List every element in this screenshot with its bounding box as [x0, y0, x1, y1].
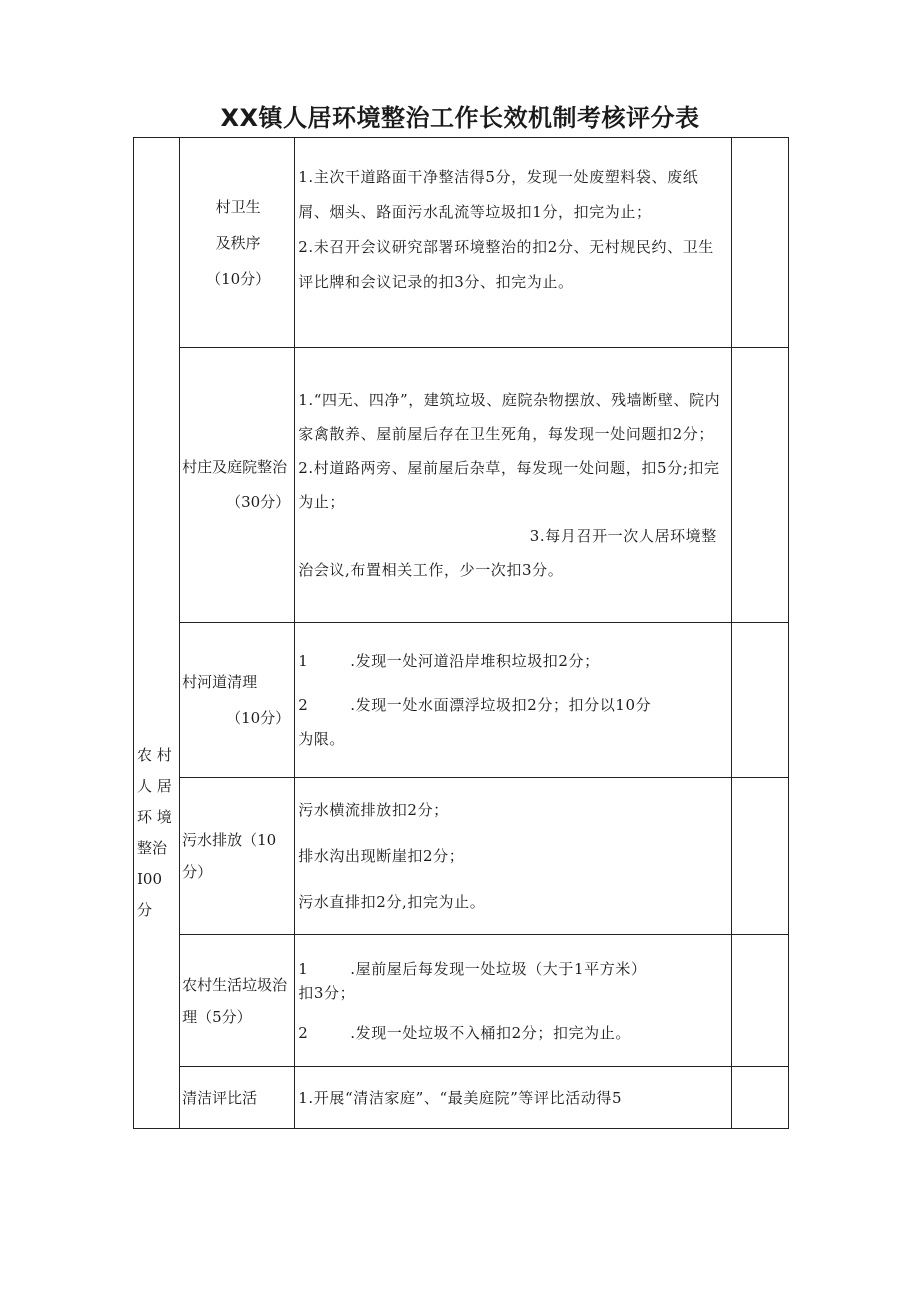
- item-cell: [180, 778, 295, 935]
- item-label: 清洁评比活: [182, 1089, 258, 1107]
- category-line: 人 居: [137, 777, 172, 795]
- standard-text: 1.主次干道路面干净整洁得5分，发现一处废塑料袋、废纸屑、烟头、路面污水乱流等垃圾扣1分，扣完为止；: [298, 168, 699, 221]
- standard-cell: [295, 623, 732, 778]
- item-label: 污水排放（10分）: [182, 831, 277, 881]
- score-cell: [731, 935, 788, 1067]
- item-label: 村河道清理: [182, 673, 258, 691]
- standard-number: 2: [298, 696, 309, 714]
- standard-body: .屋前屋后每发现一处垃圾（大于1平方米）: [350, 959, 647, 978]
- table-row: [134, 623, 789, 778]
- item-label: 农村生活垃圾治理（5分）: [182, 975, 288, 1026]
- score-cell: [731, 1067, 788, 1129]
- standard-text: 1.“四无、四净”，建筑垃圾、庭院杂物摆放、残墙断壁、院内家禽散养、屋前屋后存在卫生死角，每发现一处问题扣2分；: [298, 391, 721, 443]
- category-line: 环 境: [137, 808, 172, 826]
- item-score: （10分）: [226, 709, 291, 727]
- item-cell: [180, 623, 295, 778]
- standard-text: [298, 1018, 727, 1048]
- table-row: [134, 1067, 789, 1129]
- standard-text: 污水直排扣2分,扣完为止。: [298, 893, 486, 911]
- standard-body: .发现一处水面漂浮垃圾扣2分；扣分以10分: [350, 696, 652, 714]
- score-cell: [731, 138, 788, 348]
- standard-text: 排水沟出现断崖扣2分；: [298, 847, 465, 865]
- standard-text: 治会议,布置相关工作，少一次扣3分。: [298, 561, 564, 579]
- score-cell: [731, 778, 788, 935]
- standard-cell: [295, 778, 732, 935]
- item-cell: [180, 935, 295, 1067]
- table-row: [134, 348, 789, 623]
- page-title: XX镇人居环境整治工作长效机制考核评分表: [220, 104, 700, 132]
- category-line: 整治: [137, 839, 168, 857]
- standard-number: 1: [298, 959, 309, 978]
- standard-text: 污水横流排放扣2分；: [298, 801, 449, 819]
- standard-body: .发现一处河道沿岸堆积垃圾扣2分；: [350, 652, 600, 670]
- category-line: 分: [137, 901, 153, 919]
- standard-cell: [295, 348, 732, 623]
- item-label: 村庄及庭院整治: [182, 458, 288, 476]
- item-score: （10分）: [206, 269, 271, 288]
- standard-text: [298, 954, 727, 984]
- standard-cell: [295, 935, 732, 1067]
- category-cell: [134, 138, 180, 1129]
- standard-number: 2: [298, 1023, 309, 1042]
- item-cell: [180, 348, 295, 623]
- score-cell: [731, 348, 788, 623]
- item-label: 村卫生: [215, 197, 261, 216]
- scoring-table: [133, 137, 789, 1129]
- category-line: 农 村: [137, 746, 172, 764]
- standard-text: 2.未召开会议研究部署环境整治的扣2分、无村规民约、卫生评比牌和会议记录的扣3分、扣完为止。: [298, 238, 714, 291]
- standard-cell: [295, 1067, 732, 1129]
- item-score: （30分）: [226, 493, 291, 511]
- table-row: [134, 778, 789, 935]
- standard-text: [298, 688, 727, 722]
- category-line: I00: [137, 870, 163, 888]
- table-row: [134, 935, 789, 1067]
- item-cell: [180, 1067, 295, 1129]
- standard-text: 3.每月召开一次人居环境整: [529, 527, 717, 545]
- table-row: [134, 138, 789, 348]
- item-label: 及秩序: [215, 233, 261, 252]
- standard-text: 2.村道路两旁、屋前屋后杂草，每发现一处问题，扣5分;扣完为止；: [298, 459, 720, 511]
- item-cell: [180, 138, 295, 348]
- standard-text: 扣3分；: [298, 983, 356, 1002]
- standard-text: 为限。: [298, 730, 346, 748]
- standard-number: 1: [298, 652, 309, 670]
- standard-cell: [295, 138, 732, 348]
- score-cell: [731, 623, 788, 778]
- standard-text: 1.开展“清洁家庭”、“最美庭院”等评比活动得5: [298, 1089, 623, 1107]
- standard-body: .发现一处垃圾不入桶扣2分；扣完为止。: [350, 1023, 631, 1042]
- standard-text: [298, 644, 727, 678]
